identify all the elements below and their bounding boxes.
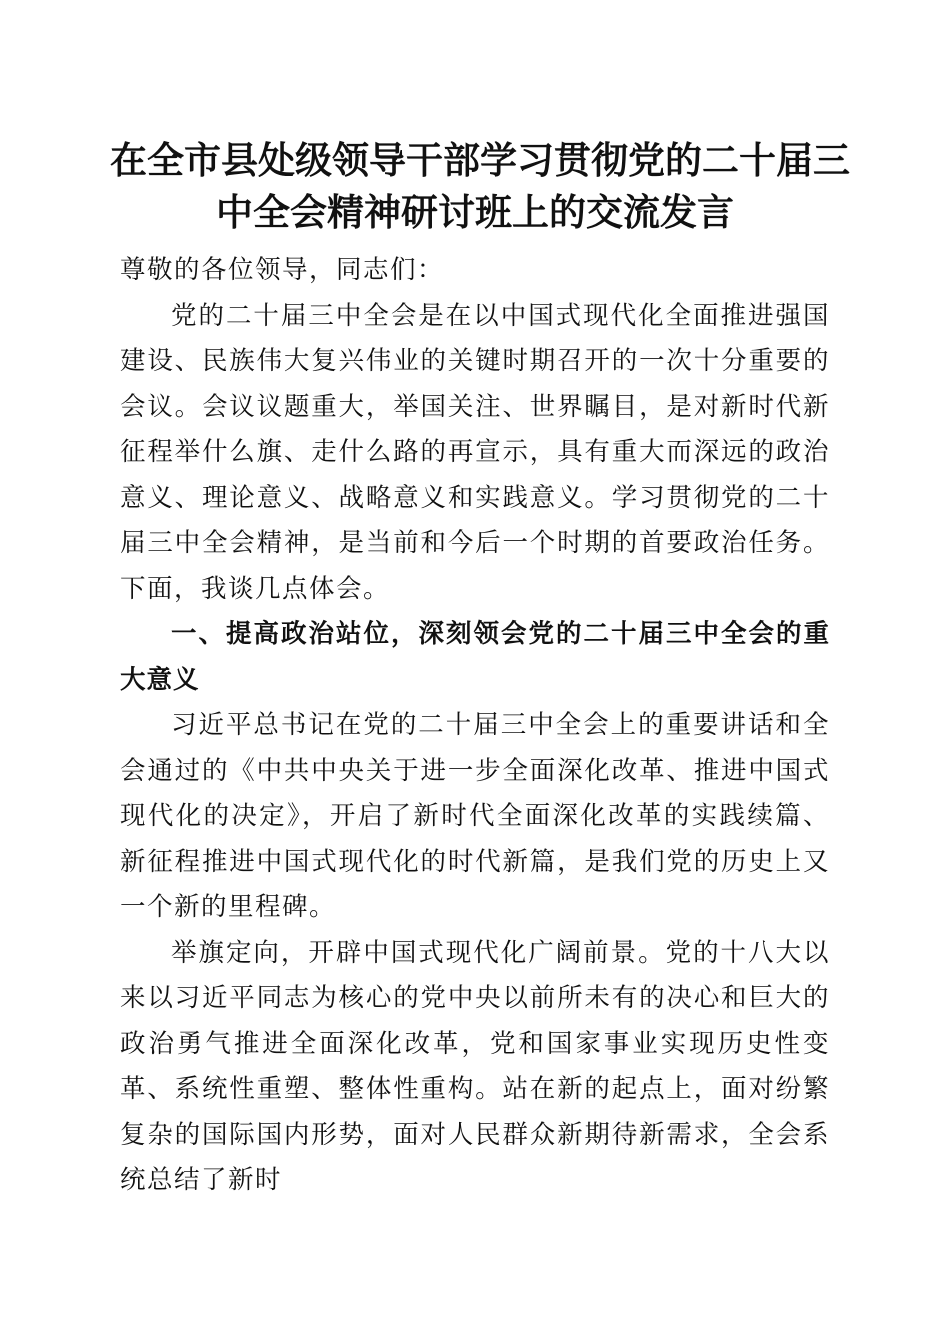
paragraph-significance: 习近平总书记在党的二十届三中全会上的重要讲话和全会通过的《中共中央关于进一步全面深化改革、推进中国式现代化的决定》，开启了新时代全面深化改革的实践续篇、新征程推进中国式现代化的时代新篇，是我们党的历史上又一个新的里程碑。 (120, 710, 830, 922)
salutation: 尊敬的各位领导，同志们： (120, 255, 445, 285)
section-heading-1: 一、提高政治站位，深刻领会党的二十届三中全会的重大意义 (120, 619, 830, 695)
document-body (120, 248, 830, 1204)
title-line-1: 在全市县处级领导干部学习贯彻党的二十届三 (110, 138, 850, 182)
paragraph-direction: 举旗定向，开辟中国式现代化广阔前景。党的十八大以来以习近平同志为核心的党中央以前所未有的决心和巨大的政治勇气推进全面深化改革，党和国家事业实现历史性变革、系统性重塑、整体性重构。站在新的起点上，面对纷繁复杂的国际国内形势，面对人民群众新期待新需求，全会系统总结了新时 (120, 937, 830, 1195)
title-line-2: 中全会精神研讨班上的交流发言 (216, 190, 734, 234)
paragraph-intro: 党的二十届三中全会是在以中国式现代化全面推进强国建设、民族伟大复兴伟业的关键时期召开的一次十分重要的会议。会议议题重大，举国关注、世界瞩目，是对新时代新征程举什么旗、走什么路的再宣示，具有重大而深远的政治意义、理论意义、战略意义和实践意义。学习贯彻党的二十届三中全会精神，是当前和今后一个时期的首要政治任务。下面，我谈几点体会。 (120, 300, 830, 604)
document-title (110, 134, 850, 238)
